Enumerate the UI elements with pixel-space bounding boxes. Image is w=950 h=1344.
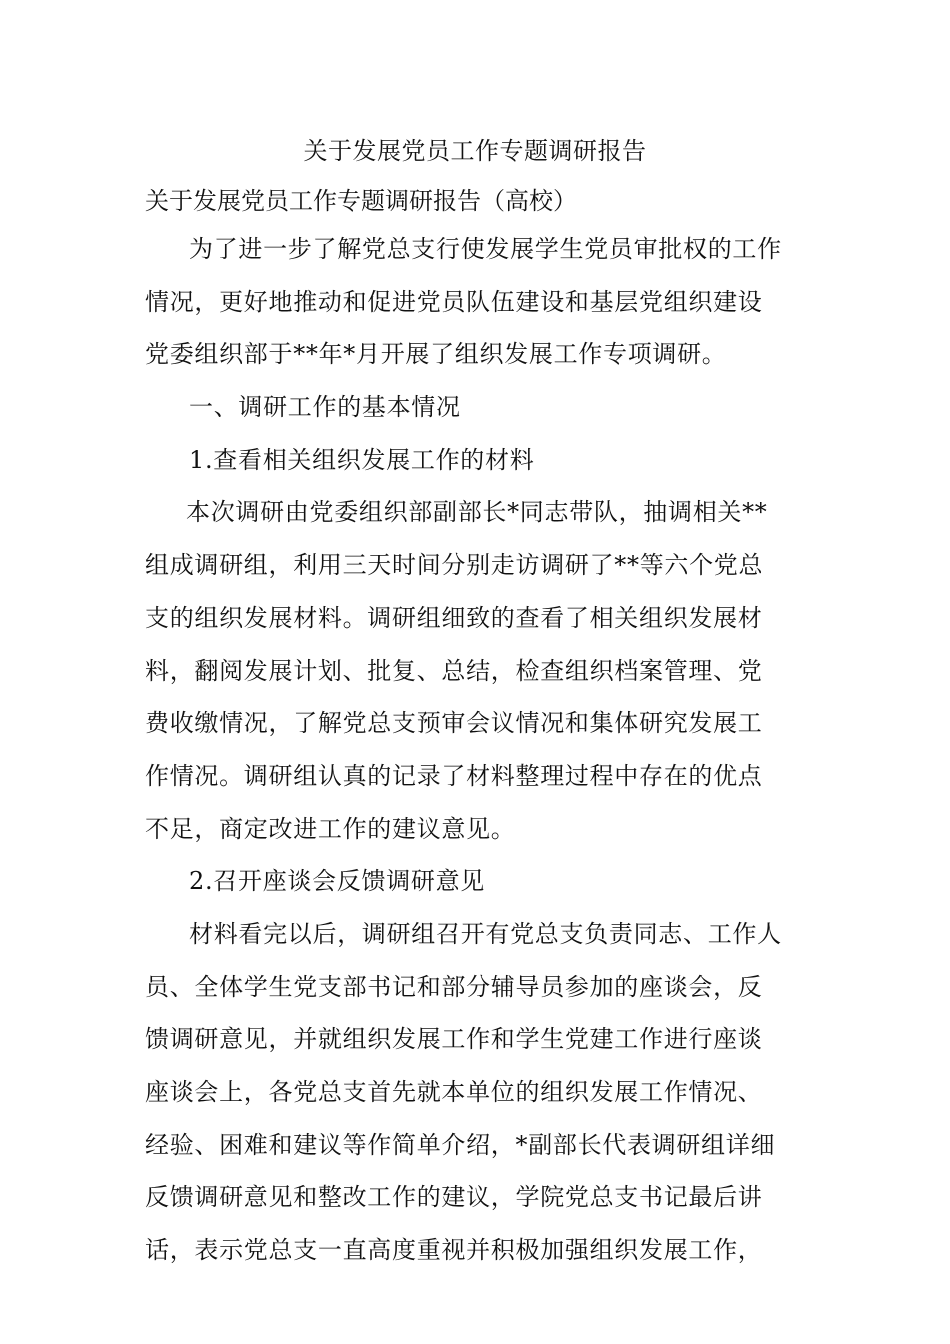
body-line: 支的组织发展材料。调研组细致的查看了相关组织发展材 (145, 603, 763, 632)
body-line: 本次调研由党委组织部副部长*同志带队，抽调相关** (186, 498, 768, 527)
subsection-heading: 1.查看相关组织发展工作的材料 (189, 445, 535, 474)
body-line: 党委组织部于**年*月开展了组织发展工作专项调研。 (145, 340, 727, 369)
body-line: 料，翻阅发展计划、批复、总结，检查组织档案管理、党 (145, 656, 763, 685)
document-subtitle: 关于发展党员工作专题调研报告（高校） (145, 187, 577, 215)
body-line: 馈调研意见，并就组织发展工作和学生党建工作进行座谈 (145, 1025, 763, 1054)
body-line: 为了进一步了解党总支行使发展学生党员审批权的工作 (189, 235, 782, 263)
body-line: 不足，商定改进工作的建议意见。 (145, 814, 516, 843)
body-line: 情况，更好地推动和促进党员队伍建设和基层党组织建设 (145, 287, 763, 316)
body-line: 话，表示党总支一直高度重视并积极加强组织发展工作， (145, 1236, 763, 1265)
body-line: 反馈调研意见和整改工作的建议，学院党总支书记最后讲 (145, 1183, 763, 1212)
body-line: 材料看完以后，调研组召开有党总支负责同志、工作人 (189, 919, 782, 948)
body-line: 员、全体学生党支部书记和部分辅导员参加的座谈会，反 (145, 972, 763, 1001)
body-line: 作情况。调研组认真的记录了材料整理过程中存在的优点 (145, 761, 763, 790)
section-heading: 一、调研工作的基本情况 (189, 393, 461, 422)
subsection-heading: 2.召开座谈会反馈调研意见 (189, 867, 485, 896)
document-body (145, 227, 810, 1281)
body-line: 费收缴情况，了解党总支预审会议情况和集体研究发展工 (145, 709, 763, 738)
document-title: 关于发展党员工作专题调研报告 (303, 137, 647, 165)
body-line: 座谈会上，各党总支首先就本单位的组织发展工作情况、 (145, 1078, 763, 1106)
body-line: 组成调研组，利用三天时间分别走访调研了**等六个党总 (145, 551, 764, 580)
body-line: 经验、困难和建议等作简单介绍，*副部长代表调研组详细 (145, 1130, 776, 1159)
